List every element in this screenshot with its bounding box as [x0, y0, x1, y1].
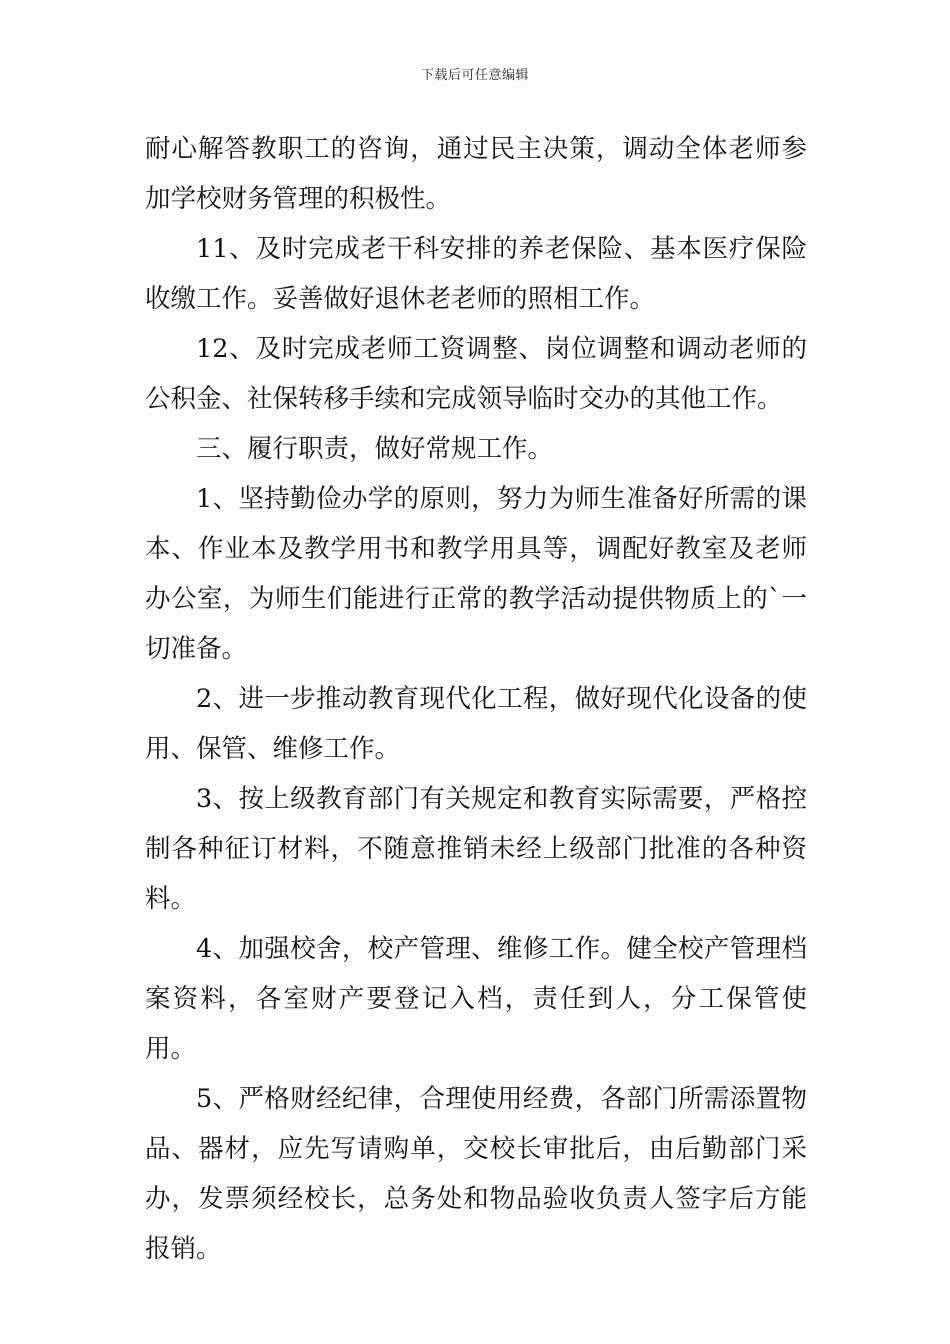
paragraph-item-5: 5、严格财经纪律，合理使用经费，各部门所需添置物品、器材，应先写请购单，交校长审批后，由后勤部门采办，发票须经校长，总务处和物品验收负责人签字后方能报销。 [145, 1084, 807, 1264]
paragraph-item-3: 3、按上级教育部门有关规定和教育实际需要，严格控制各种征订材料，不随意推销未经上级部门批准的各种资料。 [145, 784, 807, 914]
paragraph-item-2: 2、进一步推动教育现代化工程，做好现代化设备的使用、保管、维修工作。 [145, 684, 807, 764]
paragraph-item-1: 1、坚持勤俭办学的原则，努力为师生准备好所需的课本、作业本及教学用书和教学用具等，调配好教室及老师办公室，为师生们能进行正常的教学活动提供物质上的`一切准备。 [145, 484, 807, 664]
paragraph-item-12: 12、及时完成老师工资调整、岗位调整和调动老师的公积金、社保转移手续和完成领导临时交办的其他工作。 [145, 334, 807, 414]
document-body [145, 124, 807, 1274]
paragraph-item-4: 4、加强校舍，校产管理、维修工作。健全校产管理档案资料，各室财产要登记入档，责任到人，分工保管使用。 [145, 934, 807, 1064]
paragraph-item-11: 11、及时完成老干科安排的养老保险、基本医疗保险收缴工作。妥善做好退休老老师的照相工作。 [145, 234, 807, 314]
section-heading-3: 三、履行职责，做好常规工作。 [196, 434, 554, 464]
page-header: 下载后可任意编辑 [420, 68, 529, 83]
paragraph-intro-continuation: 耐心解答教职工的咨询，通过民主决策，调动全体老师参加学校财务管理的积极性。 [145, 134, 807, 214]
